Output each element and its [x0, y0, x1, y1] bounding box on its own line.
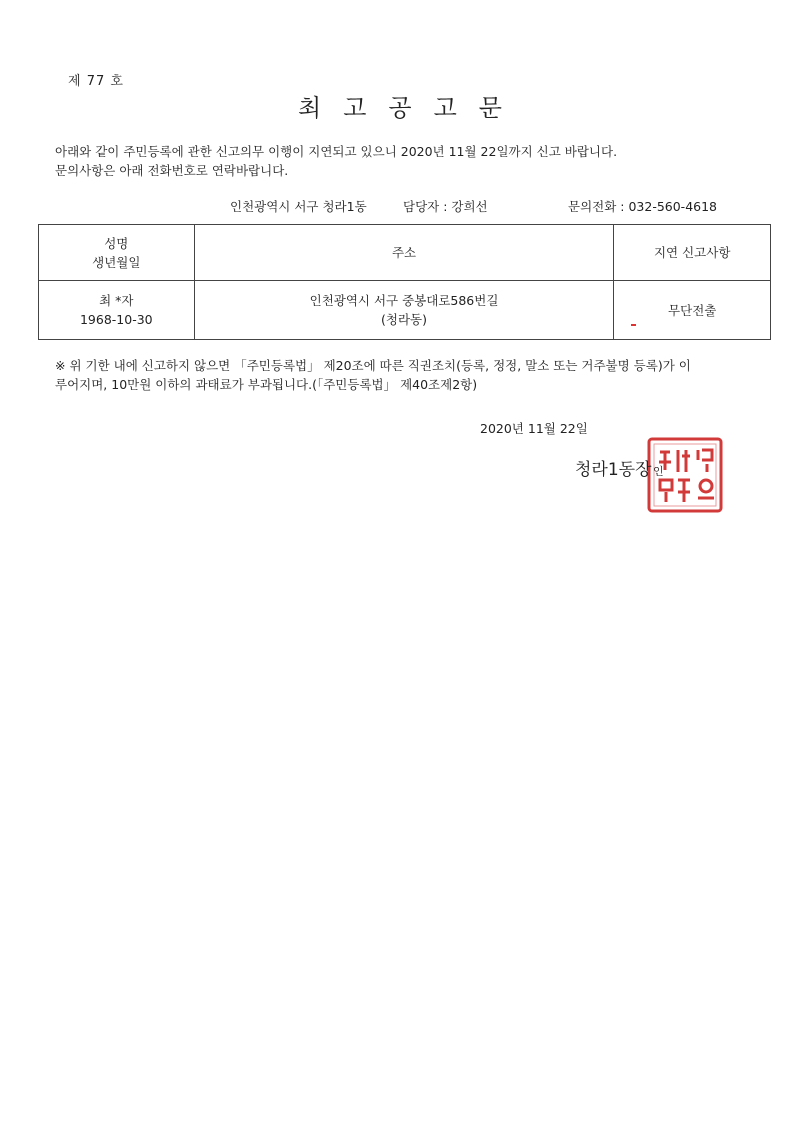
footnote-line: 루어지며, 10만원 이하의 과태료가 부과됩니다.(「주민등록법」 제40조제2항): [55, 377, 478, 392]
intro-line: 문의사항은 아래 전화번호로 연락바랍니다.: [55, 163, 289, 178]
cell-delay-item: 무단전출: [614, 281, 771, 340]
cell-address-line: (청라동): [381, 312, 428, 327]
header-name: 성명: [104, 235, 129, 251]
table-row: [39, 281, 771, 340]
notice-table: [38, 224, 771, 340]
intro-text: [55, 142, 617, 180]
cell-name: 최 *자: [99, 293, 134, 308]
page-title: 최고공고문: [298, 94, 524, 122]
issuer-title: 청라1동장: [575, 460, 652, 480]
footnote: [55, 356, 770, 394]
header-address: 주소: [194, 225, 614, 281]
contact-office: 인천광역시 서구 청라1동: [230, 199, 367, 214]
cell-name-birth: [39, 281, 195, 340]
contact-manager: 담당자 : 강희선: [403, 199, 488, 214]
cell-address: [194, 281, 614, 340]
red-mark: [631, 324, 636, 326]
header-name-birth: [39, 225, 195, 281]
footnote-line: ※ 위 기한 내에 신고하지 않으면 「주민등록법」 제20조에 따른 직권조치(등록, 정정, 말소 또는 거주불명 등록)가 이: [55, 358, 691, 373]
contact-phone: 문의전화 : 032-560-4618: [568, 199, 718, 214]
intro-line: 아래와 같이 주민등록에 관한 신고의무 이행이 지연되고 있으니 2020년 11월 22일까지 신고 바랍니다.: [55, 144, 618, 159]
cell-address-line: 인천광역시 서구 중봉대로586번길: [309, 293, 499, 308]
notice-number: 제 77 호: [68, 74, 124, 89]
header-birth: 생년월일: [92, 254, 141, 270]
cell-birth: 1968-10-30: [79, 312, 153, 327]
issuer-suffix: 인: [653, 465, 664, 478]
table-header-row: [39, 225, 771, 281]
issue-date: 2020년 11월 22일: [480, 421, 588, 436]
header-delay-item: 지연 신고사항: [614, 225, 771, 281]
